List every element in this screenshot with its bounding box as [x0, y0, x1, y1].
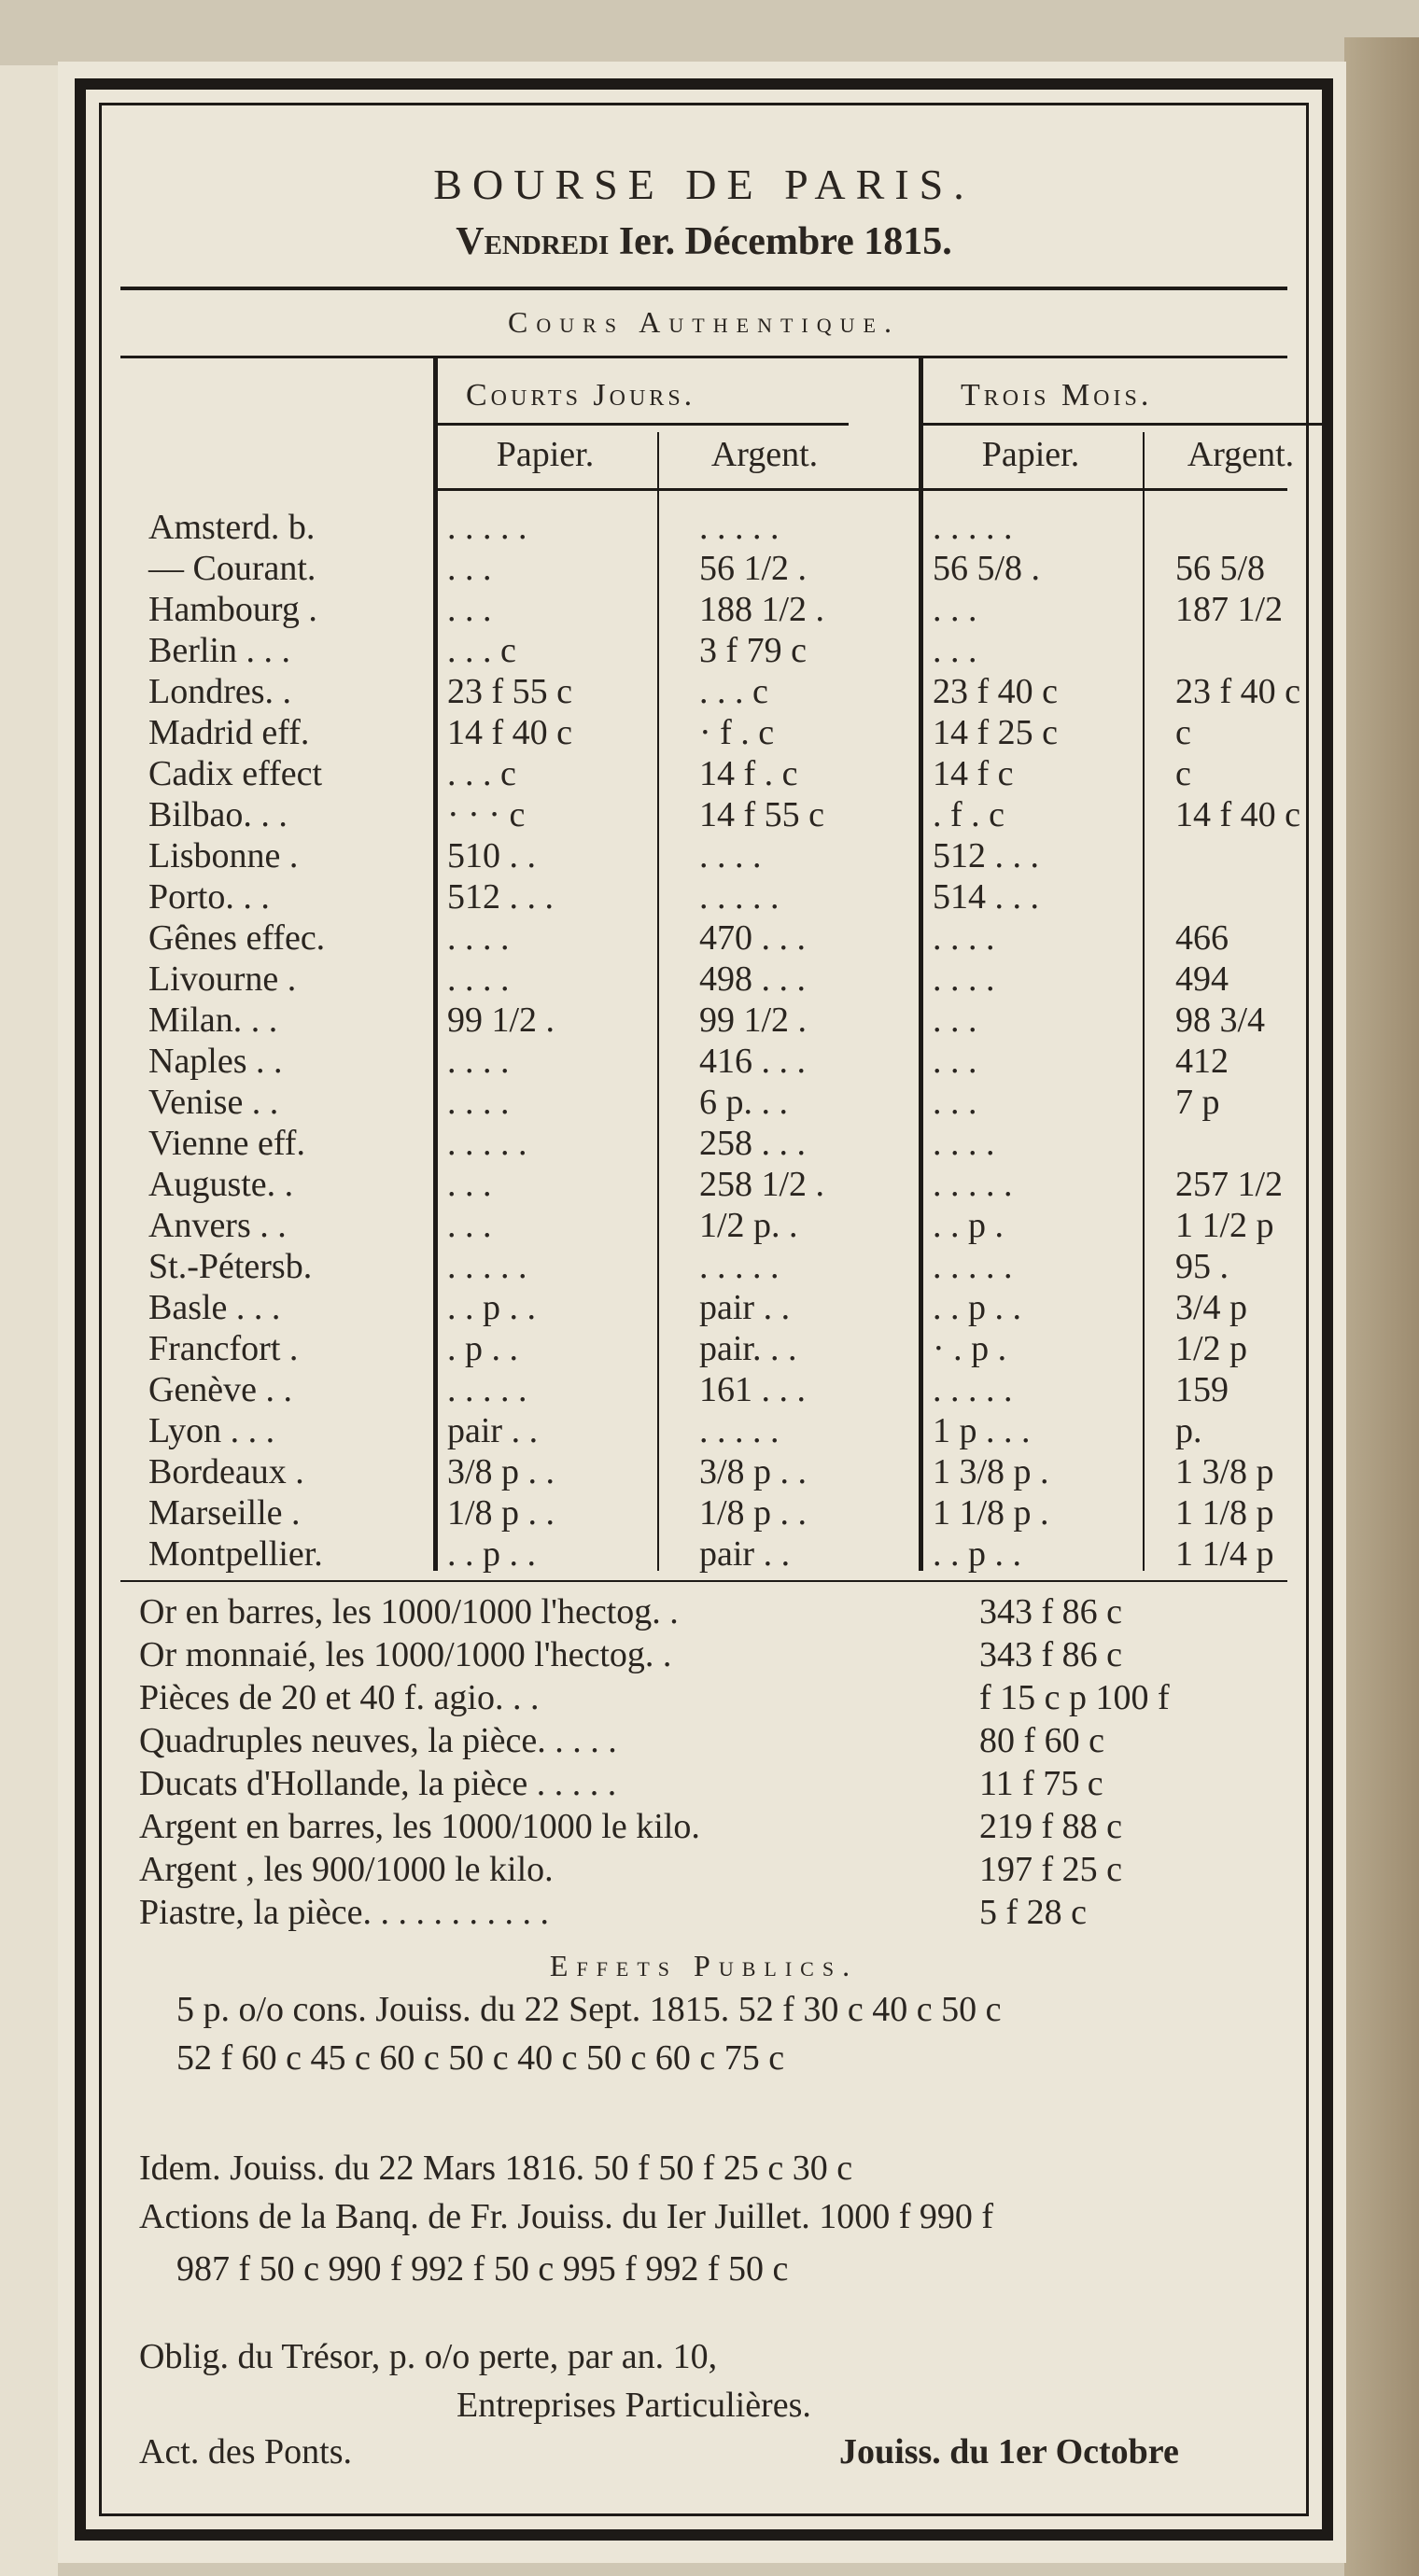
date-rest: Ier. Décembre 1815.: [618, 220, 952, 263]
table-row: [102, 835, 1306, 877]
table-row: [102, 507, 1306, 549]
row-place: Hambourg .: [148, 590, 317, 629]
inner-frame: [99, 103, 1309, 2516]
table-row: [102, 876, 1306, 918]
effets-line-8-left: Act. des Ponts.: [139, 2432, 352, 2471]
row-tm-argent: 56 5/8: [1175, 549, 1266, 588]
metal-label: Ducats d'Hollande, la pièce . . . . .: [139, 1764, 617, 1803]
table-row: [102, 959, 1306, 1001]
metal-value: 197 f 25 c: [979, 1850, 1123, 1889]
row-tm-papier: 14 f c: [933, 754, 1014, 793]
effets-line-3: Idem. Jouiss. du 22 Mars 1816. 50 f 50 f 25 c 30 c: [139, 2149, 853, 2188]
metal-label: Or monnaié, les 1000/1000 l'hectog. .: [139, 1635, 672, 1674]
table-row: [102, 1533, 1306, 1575]
row-tm-papier: . . p . .: [933, 1534, 1021, 1574]
row-tm-papier: . . .: [933, 631, 977, 670]
row-cj-argent: 3/8 p . .: [699, 1452, 808, 1491]
left-page-edge: [0, 65, 58, 2576]
row-cj-argent: 14 f . c: [699, 754, 798, 793]
document-title: BOURSE DE PARIS.: [433, 161, 975, 208]
row-cj-argent: 258 1/2 .: [699, 1165, 825, 1204]
row-cj-papier: . . p . .: [447, 1288, 536, 1327]
group-rule-2: [923, 423, 1327, 426]
row-tm-argent: 1 1/2 p: [1175, 1206, 1274, 1245]
row-cj-papier: . . p . .: [447, 1534, 536, 1574]
row-place: Madrid eff.: [148, 713, 310, 752]
row-cj-argent: 416 . . .: [699, 1042, 806, 1081]
row-cj-papier: . . . .: [447, 918, 510, 958]
document-page: [58, 62, 1346, 2563]
table-row: [102, 671, 1306, 713]
row-place: Auguste. .: [148, 1165, 294, 1204]
row-tm-papier: . . . .: [933, 1124, 995, 1163]
row-cj-papier: . . . .: [447, 1083, 510, 1122]
row-tm-papier: . . .: [933, 1083, 977, 1122]
metal-value: 5 f 28 c: [979, 1893, 1088, 1932]
group-rule-1: [438, 423, 849, 426]
row-place: Londres. .: [148, 672, 292, 711]
table-row: [102, 589, 1306, 631]
table-row: [102, 1451, 1306, 1493]
row-tm-argent: 95 .: [1175, 1247, 1229, 1286]
row-cj-argent: 14 f 55 c: [699, 795, 825, 834]
table-row: [102, 1492, 1306, 1534]
document-date: [102, 219, 1306, 264]
row-tm-argent: 187 1/2: [1175, 590, 1284, 629]
row-cj-argent: . . . . .: [699, 1411, 780, 1450]
metal-label: Quadruples neuves, la pièce. . . . .: [139, 1721, 617, 1760]
row-place: Milan. . .: [148, 1001, 278, 1040]
effets-line-2: 52 f 60 c 45 c 60 c 50 c 40 c 50 c 60 c 75 c: [176, 2038, 785, 2078]
row-cj-papier: . . .: [447, 549, 492, 588]
row-tm-papier: . . . . .: [933, 508, 1013, 547]
row-cj-argent: 188 1/2 .: [699, 590, 825, 629]
col-header-argent-1: Argent.: [710, 435, 819, 474]
row-place: Porto. . .: [148, 877, 270, 917]
table-row: [102, 1410, 1306, 1452]
row-tm-argent: 412: [1175, 1042, 1229, 1081]
row-place: Francfort .: [148, 1329, 299, 1368]
row-tm-papier: . . .: [933, 1001, 977, 1040]
row-cj-argent: 498 . . .: [699, 959, 806, 999]
table-row: [102, 753, 1306, 795]
row-tm-papier: · . p .: [933, 1329, 1007, 1368]
row-cj-papier: . . .: [447, 1165, 492, 1204]
date-weekday: Vendredi: [456, 220, 610, 263]
row-cj-papier: . . . c: [447, 631, 516, 670]
row-cj-argent: pair . .: [699, 1288, 791, 1327]
table-row: [102, 1369, 1306, 1411]
row-tm-argent: 23 f 40 c: [1175, 672, 1301, 711]
table-row: [102, 1082, 1306, 1124]
row-cj-papier: 1/8 p . .: [447, 1493, 555, 1533]
table-row: [102, 1000, 1306, 1042]
row-tm-argent: 257 1/2: [1175, 1165, 1284, 1204]
row-cj-papier: . . .: [447, 1206, 492, 1245]
row-tm-argent: 14 f 40 c: [1175, 795, 1301, 834]
row-place: Anvers . .: [148, 1206, 287, 1245]
row-place: Amsterd. b.: [148, 508, 316, 547]
header-rule: [120, 287, 1287, 290]
metal-value: 219 f 88 c: [979, 1807, 1123, 1846]
metal-value: 343 f 86 c: [979, 1635, 1123, 1674]
row-cj-papier: pair . .: [447, 1411, 539, 1450]
row-cj-papier: . . . .: [447, 959, 510, 999]
effets-line-5: 987 f 50 c 990 f 992 f 50 c 995 f 992 f 50 c: [176, 2249, 789, 2289]
table-row: [102, 794, 1306, 836]
row-cj-argent: . . . . .: [699, 877, 780, 917]
row-cj-papier: 14 f 40 c: [447, 713, 573, 752]
table-row: [102, 1246, 1306, 1288]
table-row: [102, 1164, 1306, 1206]
row-tm-papier: 1 3/8 p .: [933, 1452, 1049, 1491]
row-place: Gênes effec.: [148, 918, 326, 958]
right-page-edge: [1344, 37, 1419, 2576]
row-tm-papier: 56 5/8 .: [933, 549, 1041, 588]
metal-value: 343 f 86 c: [979, 1592, 1123, 1631]
row-cj-papier: . . . .: [447, 1042, 510, 1081]
row-cj-papier: . . . c: [447, 754, 516, 793]
section-title-cours: Cours Authentique.: [508, 305, 900, 339]
row-tm-argent: c: [1175, 713, 1191, 752]
row-cj-argent: 1/2 p. .: [699, 1206, 798, 1245]
section-title-effets: Effets Publics.: [549, 1949, 859, 1982]
metal-value: f 15 c p 100 f: [979, 1678, 1170, 1717]
table-bottom-rule: [120, 1580, 1287, 1582]
row-tm-argent: 3/4 p: [1175, 1288, 1248, 1327]
row-cj-argent: . . . . .: [699, 1247, 780, 1286]
effets-line-1: 5 p. o/o cons. Jouiss. du 22 Sept. 1815. 52 f 30 c 40 c 50 c: [176, 1990, 1002, 2029]
outer-border: [75, 78, 1333, 2541]
row-cj-papier: . p . .: [447, 1329, 518, 1368]
row-tm-argent: 7 p: [1175, 1083, 1220, 1122]
row-tm-papier: 1 p . . .: [933, 1411, 1031, 1450]
row-tm-papier: . . . . .: [933, 1247, 1013, 1286]
group-header-courts-jours: Courts Jours.: [466, 378, 696, 413]
row-place: Venise . .: [148, 1083, 279, 1122]
table-row: [102, 1328, 1306, 1370]
row-cj-argent: 258 . . .: [699, 1124, 806, 1163]
effets-line-4: Actions de la Banq. de Fr. Jouiss. du Ier Juillet. 1000 f 990 f: [139, 2197, 994, 2236]
row-place: Cadix effect: [148, 754, 323, 793]
row-place: Livourne .: [148, 959, 297, 999]
row-cj-argent: 99 1/2 .: [699, 1001, 808, 1040]
row-tm-argent: 159: [1175, 1370, 1229, 1409]
row-cj-argent: 6 p. . .: [699, 1083, 788, 1122]
metal-label: Argent en barres, les 1000/1000 le kilo.: [139, 1807, 700, 1846]
row-tm-papier: . . p . .: [933, 1288, 1021, 1327]
row-cj-argent: 1/8 p . .: [699, 1493, 808, 1533]
table-row: [102, 1041, 1306, 1083]
row-place: Basle . . .: [148, 1288, 281, 1327]
metal-row: [102, 1677, 1306, 1720]
metal-row: [102, 1892, 1306, 1935]
row-cj-papier: . . . . .: [447, 508, 527, 547]
table-row: [102, 712, 1306, 754]
section-rule: [120, 356, 1287, 358]
metal-value: 11 f 75 c: [979, 1764, 1103, 1803]
col-header-rule: [438, 488, 1287, 491]
row-cj-papier: . . .: [447, 590, 492, 629]
row-place: Naples . .: [148, 1042, 283, 1081]
row-cj-argent: . . . c: [699, 672, 768, 711]
row-tm-argent: c: [1175, 754, 1191, 793]
metal-row: [102, 1720, 1306, 1763]
table-row: [102, 548, 1306, 590]
row-tm-papier: . . . . .: [933, 1370, 1013, 1409]
metal-label: Piastre, la pièce. . . . . . . . . . .: [139, 1893, 550, 1932]
row-place: Vienne eff.: [148, 1124, 305, 1163]
row-tm-argent: 1 1/4 p: [1175, 1534, 1274, 1574]
row-tm-argent: 494: [1175, 959, 1229, 999]
row-cj-argent: 470 . . .: [699, 918, 806, 958]
row-cj-argent: pair. . .: [699, 1329, 797, 1368]
metal-row: [102, 1806, 1306, 1849]
row-tm-papier: 23 f 40 c: [933, 672, 1059, 711]
row-tm-papier: . . . .: [933, 959, 995, 999]
row-cj-papier: . . . . .: [447, 1124, 527, 1163]
table-row: [102, 630, 1306, 672]
row-cj-argent: pair . .: [699, 1534, 791, 1574]
row-place: Marseille .: [148, 1493, 301, 1533]
row-place: — Courant.: [148, 549, 316, 588]
row-place: Lisbonne .: [148, 836, 299, 875]
col-header-papier-1: Papier.: [496, 435, 595, 474]
row-place: St.-Pétersb.: [148, 1247, 313, 1286]
metal-row: [102, 1591, 1306, 1634]
row-place: Berlin . . .: [148, 631, 290, 670]
row-cj-argent: 3 f 79 c: [699, 631, 808, 670]
effets-line-8-right: Jouiss. du 1er Octobre: [839, 2432, 1179, 2471]
row-tm-argent: 1/2 p: [1175, 1329, 1248, 1368]
row-cj-papier: 99 1/2 .: [447, 1001, 555, 1040]
col-header-papier-2: Papier.: [981, 435, 1080, 474]
row-cj-argent: . . . .: [699, 836, 762, 875]
table-row: [102, 1123, 1306, 1165]
row-tm-argent: 98 3/4: [1175, 1001, 1266, 1040]
row-tm-papier: 1 1/8 p .: [933, 1493, 1049, 1533]
metal-value: 80 f 60 c: [979, 1721, 1105, 1760]
row-tm-papier: 514 . . .: [933, 877, 1039, 917]
row-cj-papier: · · · c: [447, 795, 526, 834]
row-place: Bilbao. . .: [148, 795, 288, 834]
metal-row: [102, 1763, 1306, 1806]
row-tm-argent: 1 1/8 p: [1175, 1493, 1274, 1533]
row-place: Montpellier.: [148, 1534, 323, 1574]
metal-row: [102, 1849, 1306, 1892]
metal-label: Or en barres, les 1000/1000 l'hectog. .: [139, 1592, 679, 1631]
row-cj-argent: · f . c: [699, 713, 775, 752]
effets-line-7: Entreprises Particulières.: [457, 2386, 811, 2425]
effets-line-6: Oblig. du Trésor, p. o/o perte, par an. 10,: [139, 2337, 718, 2376]
row-tm-argent: 466: [1175, 918, 1229, 958]
row-place: Bordeaux .: [148, 1452, 304, 1491]
row-cj-papier: . . . . .: [447, 1247, 527, 1286]
metal-row: [102, 1634, 1306, 1677]
table-row: [102, 1205, 1306, 1247]
row-cj-papier: . . . . .: [447, 1370, 527, 1409]
table-row: [102, 1287, 1306, 1329]
row-tm-argent: 1 3/8 p: [1175, 1452, 1274, 1491]
row-cj-argent: 161 . . .: [699, 1370, 806, 1409]
row-cj-argent: 56 1/2 .: [699, 549, 808, 588]
row-tm-papier: . . .: [933, 1042, 977, 1081]
row-tm-papier: 512 . . .: [933, 836, 1039, 875]
col-header-argent-2: Argent.: [1187, 435, 1295, 474]
table-row: [102, 917, 1306, 959]
row-cj-argent: . . . . .: [699, 508, 780, 547]
row-cj-papier: 23 f 55 c: [447, 672, 573, 711]
row-tm-papier: . . . .: [933, 918, 995, 958]
row-cj-papier: 512 . . .: [447, 877, 554, 917]
row-place: Lyon . . .: [148, 1411, 275, 1450]
row-tm-papier: . . . . .: [933, 1165, 1013, 1204]
row-tm-papier: . f . c: [933, 795, 1005, 834]
metal-label: Argent , les 900/1000 le kilo.: [139, 1850, 554, 1889]
row-cj-papier: 3/8 p . .: [447, 1452, 555, 1491]
row-tm-papier: . . .: [933, 590, 977, 629]
row-cj-papier: 510 . .: [447, 836, 536, 875]
metal-label: Pièces de 20 et 40 f. agio. . .: [139, 1678, 540, 1717]
row-place: Genève . .: [148, 1370, 293, 1409]
row-tm-papier: . . p .: [933, 1206, 1004, 1245]
row-tm-argent: p.: [1175, 1411, 1202, 1450]
group-header-trois-mois: Trois Mois.: [961, 378, 1153, 413]
row-tm-papier: 14 f 25 c: [933, 713, 1059, 752]
